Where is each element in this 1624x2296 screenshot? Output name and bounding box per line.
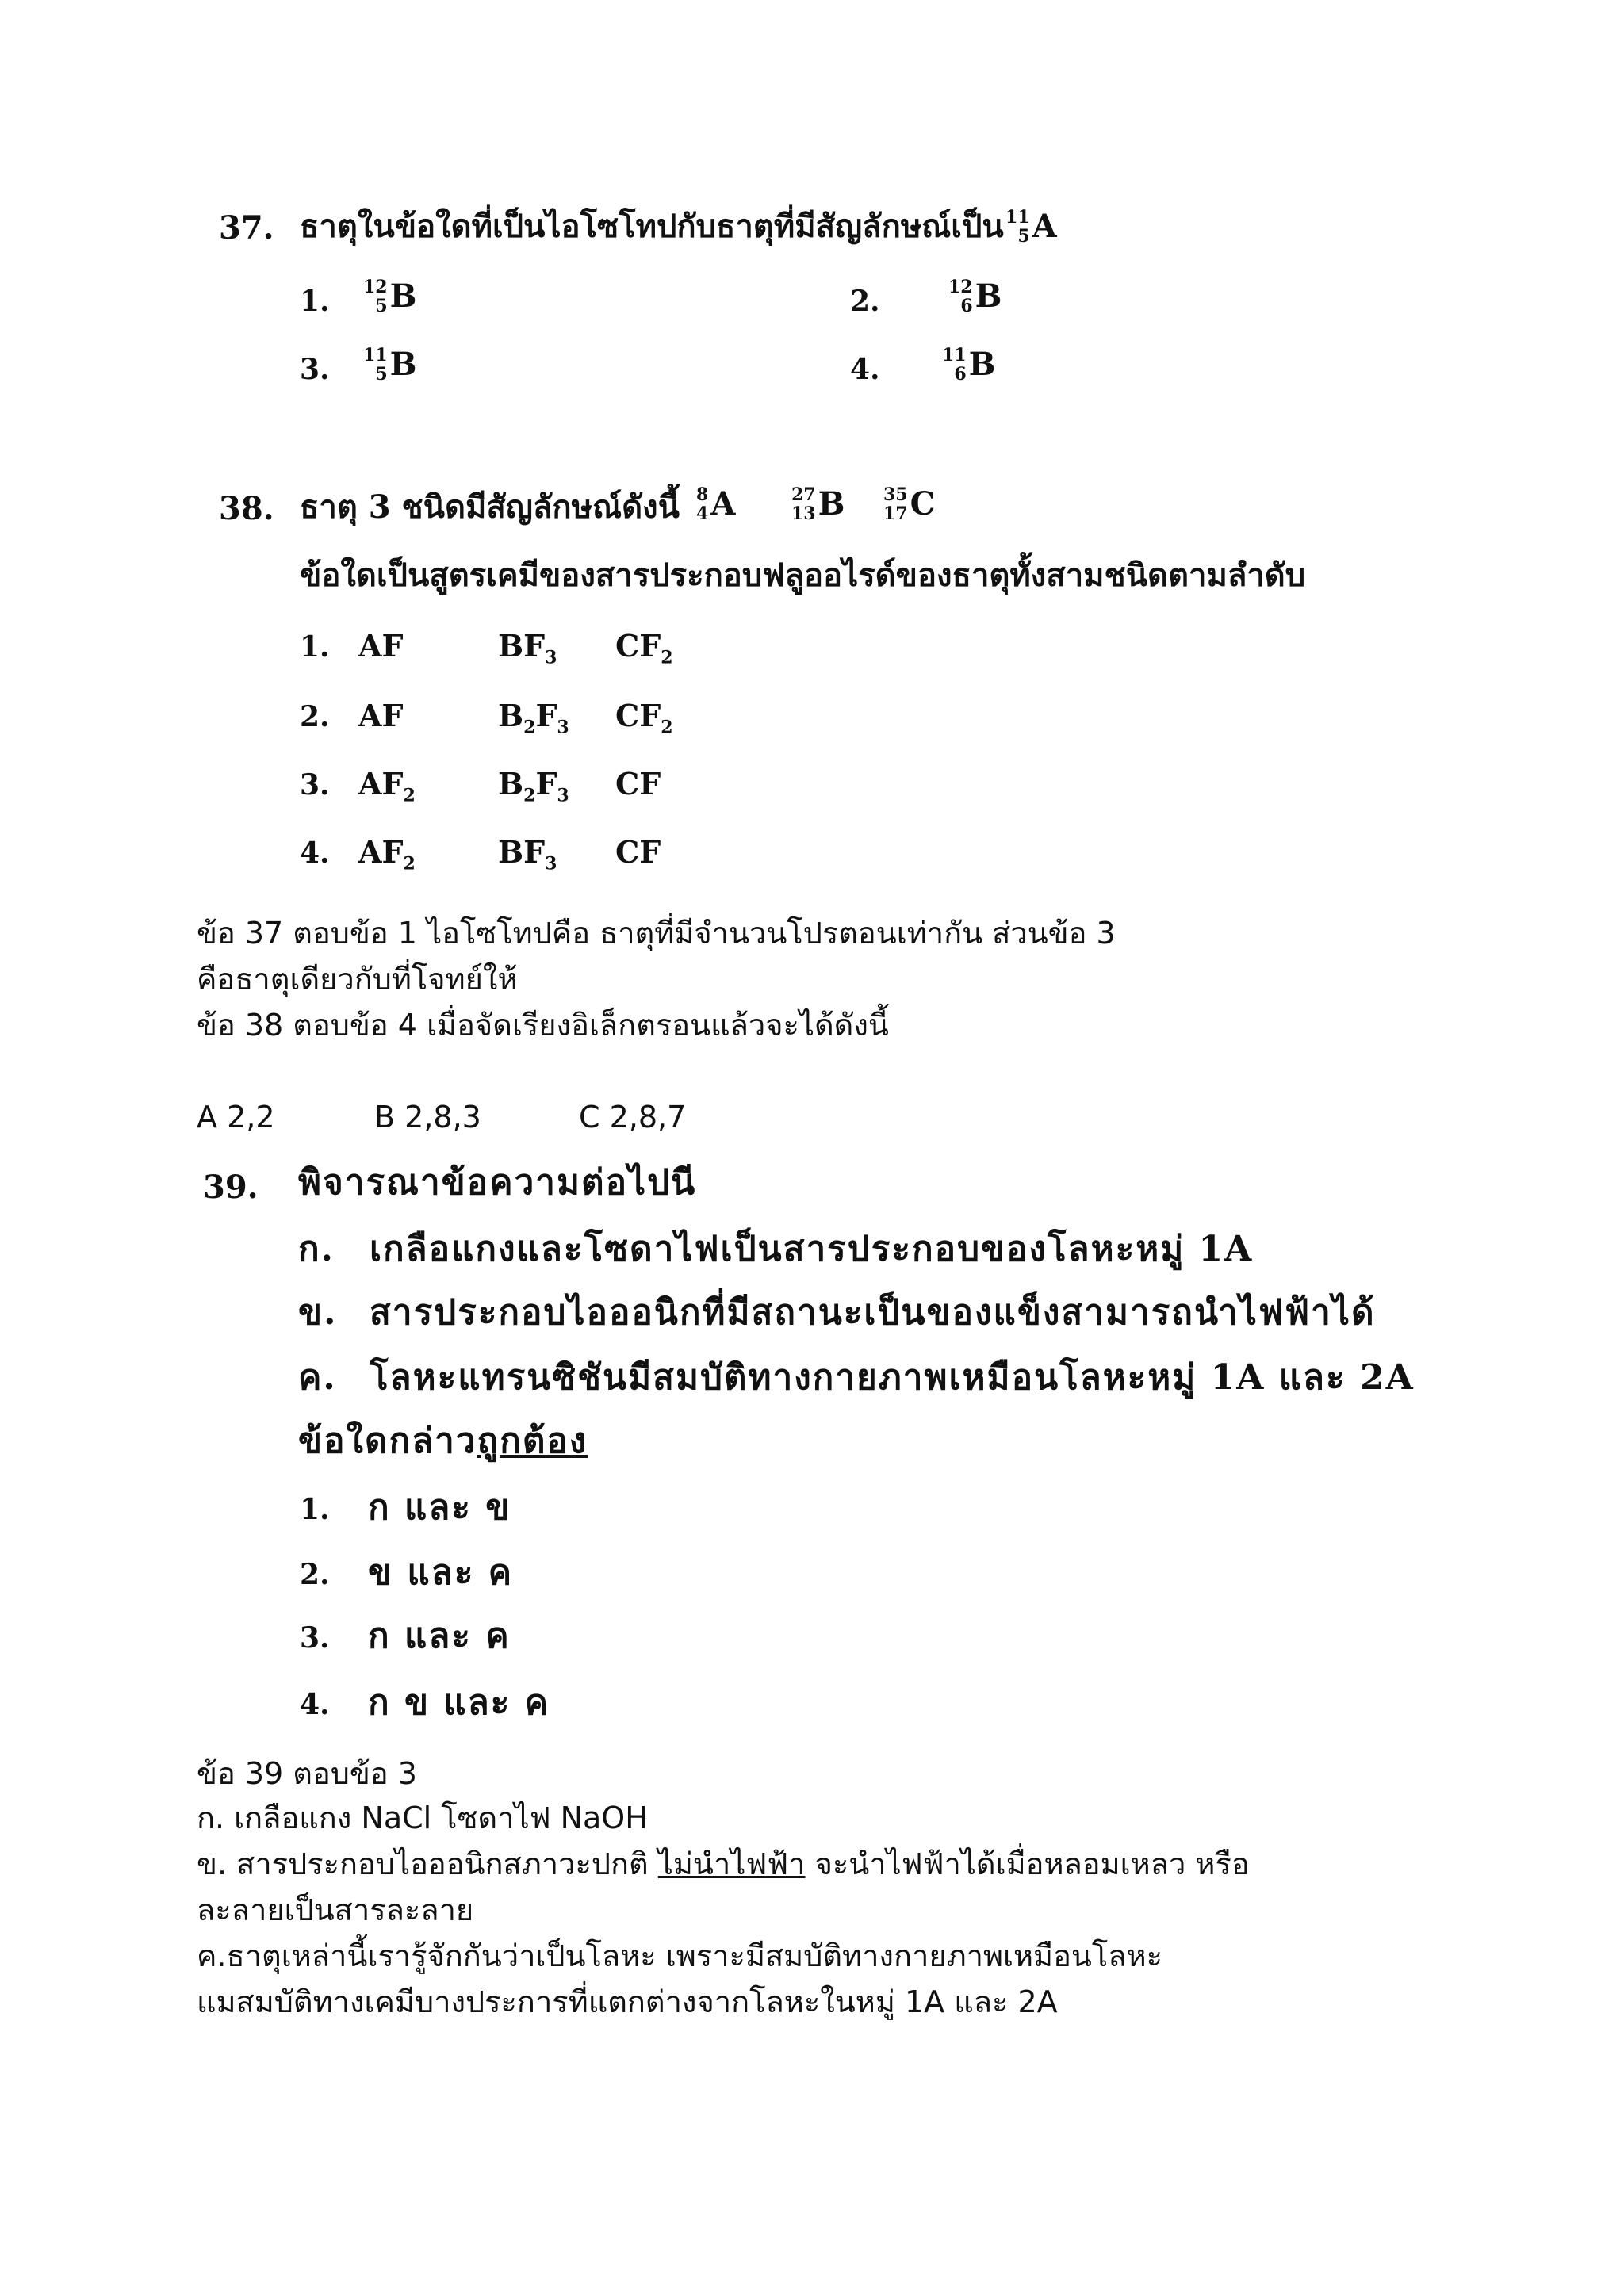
ans39-line4: ละลายเป็นสารละลาย: [197, 1892, 474, 1927]
ans39-line5: ค.ธาตุเหล่านี้เรารู้จักกันว่าเป็นโลหะ เพราะมีสมบัติทางกายภาพเหมือนโลหะ: [197, 1938, 1163, 1973]
q38-option-1-c: $CF_2$: [615, 628, 673, 668]
q38-option-3-c: CF: [615, 766, 661, 802]
q37-number: 37.: [219, 209, 274, 247]
ans39-line3-underlined: ไม่นำไฟฟ้า: [657, 1846, 806, 1881]
q39-option-4: ก ข และ ค: [368, 1682, 550, 1723]
q39-number: 39.: [203, 1169, 259, 1206]
q39-statement-kho: สารประกอบไอออนิกที่มีสถานะเป็นของแข็งสามารถนำไฟฟ้าได้: [370, 1292, 1376, 1333]
q39-option-3-number: 3.: [300, 1621, 330, 1655]
q37-question: ธาตุในข้อใดที่เป็นไอโซโทปกับธาตุที่มีสัญลักษณ์เป็น: [300, 208, 1004, 245]
q39-statement-ko: เกลือแกงและโซดาไฟเป็นสารประกอบของโลหะหมู่ 1A: [370, 1229, 1254, 1269]
q37-option-1-symbol: 12 5 B: [363, 277, 417, 316]
ans37-line2: คือธาตุเดียวกับที่โจทย์ให้: [197, 962, 518, 997]
q38-option-1-b: $BF_3$: [498, 628, 557, 668]
q38-option-4-b: $BF_3$: [498, 834, 557, 874]
ans38-config-a: A 2,2: [197, 1100, 275, 1135]
ans38-config-c: C 2,8,7: [579, 1100, 687, 1135]
q38-question-line2: ข้อใดเป็นสูตรเคมีของสารประกอบฟลูออไรด์ของธาตุทั้งสามชนิดตามลำดับ: [300, 557, 1306, 594]
q38-number: 38.: [219, 490, 274, 527]
q38-option-2-c: $CF_2$: [615, 698, 673, 738]
q38-option-4-number: 4.: [300, 836, 330, 870]
q37-option-3-symbol: 11 5 B: [363, 345, 417, 385]
q37-option-2-number: 2.: [850, 285, 880, 318]
q39-statement-kho-label: ข.: [298, 1292, 338, 1333]
q37-option-2-symbol: 12 6 B: [948, 277, 1002, 316]
ans39-line1: ข้อ 39 ตอบข้อ 3: [197, 1756, 417, 1791]
q39-option-2: ข และ ค: [368, 1552, 514, 1593]
q39-stem: พิจารณาข้อความต่อไปนี: [298, 1162, 697, 1203]
q39-ask-prefix: ข้อใดกล่าว: [298, 1421, 477, 1461]
q37-option-4-number: 4.: [850, 353, 880, 386]
q37-option-1-number: 1.: [300, 285, 330, 318]
q37-option-4-symbol: 11 6 B: [942, 345, 996, 385]
q38-option-3-number: 3.: [300, 768, 330, 802]
q38-option-1-number: 1.: [300, 630, 330, 664]
q39-option-3: ก และ ค: [368, 1616, 511, 1656]
q38-question-line1: ธาตุ 3 ชนิดมีสัญลักษณ์ดังนี้: [300, 488, 680, 526]
q39-option-4-number: 4.: [300, 1688, 330, 1721]
q38-symbol-c: 35 17 C: [883, 484, 936, 524]
q38-symbol-a: 8 4 A: [696, 484, 736, 524]
ans37-line1: ข้อ 37 ตอบข้อ 1 ไอโซโทปคือ ธาตุที่มีจำนวนโปรตอนเท่ากัน ส่วนข้อ 3: [197, 916, 1116, 951]
ans39-line3-suffix: จะนำไฟฟ้าได้เมื่อหลอมเหลว หรือ: [805, 1846, 1250, 1881]
q39-option-1-number: 1.: [300, 1493, 330, 1526]
q38-option-4-c: CF: [615, 834, 661, 870]
ans39-line3: [197, 1846, 1250, 1881]
q38-option-3-a: $AF_2$: [358, 766, 416, 806]
q39-option-1: ก และ ข: [368, 1487, 511, 1528]
q38-option-3-b: $B_2F_3$: [498, 766, 569, 806]
q38-option-2-a: AF: [358, 698, 404, 733]
q39-ask-underlined: ถูกต้อง: [477, 1421, 588, 1461]
q39-ask: [298, 1421, 588, 1461]
q38-option-4-a: $AF_2$: [358, 834, 416, 874]
q39-statement-ko-label: ก.: [298, 1229, 335, 1269]
q37-ref-symbol: 11 5 A: [1005, 207, 1057, 247]
q38-option-2-b: $B_2F_3$: [498, 698, 569, 738]
q39-option-2-number: 2.: [300, 1558, 330, 1591]
ans39-line3-prefix: ข. สารประกอบไอออนิกสภาวะปกติ: [197, 1846, 658, 1881]
ans39-line2: ก. เกลือแกง NaCl โซดาไฟ NaOH: [197, 1800, 648, 1835]
q39-statement-kho-khwai: โลหะแทรนซิชันมีสมบัติทางกายภาพเหมือนโลหะหมู่ 1A และ 2A: [370, 1357, 1415, 1398]
ans39-line6: แมสมบัติทางเคมีบางประการที่แตกต่างจากโลหะในหมู่ 1A และ 2A: [197, 1984, 1058, 2019]
q37-option-3-number: 3.: [300, 353, 330, 386]
q38-symbol-b: 27 13 B: [791, 484, 845, 524]
ans38-line1: ข้อ 38 ตอบข้อ 4 เมื่อจัดเรียงอิเล็กตรอนแล้วจะได้ดังนี้: [197, 1008, 889, 1043]
q38-option-1-a: AF: [358, 628, 404, 664]
ans38-config-b: B 2,8,3: [374, 1100, 481, 1135]
q39-statement-kho-khwai-label: ค.: [298, 1357, 337, 1398]
q38-option-2-number: 2.: [300, 700, 330, 733]
